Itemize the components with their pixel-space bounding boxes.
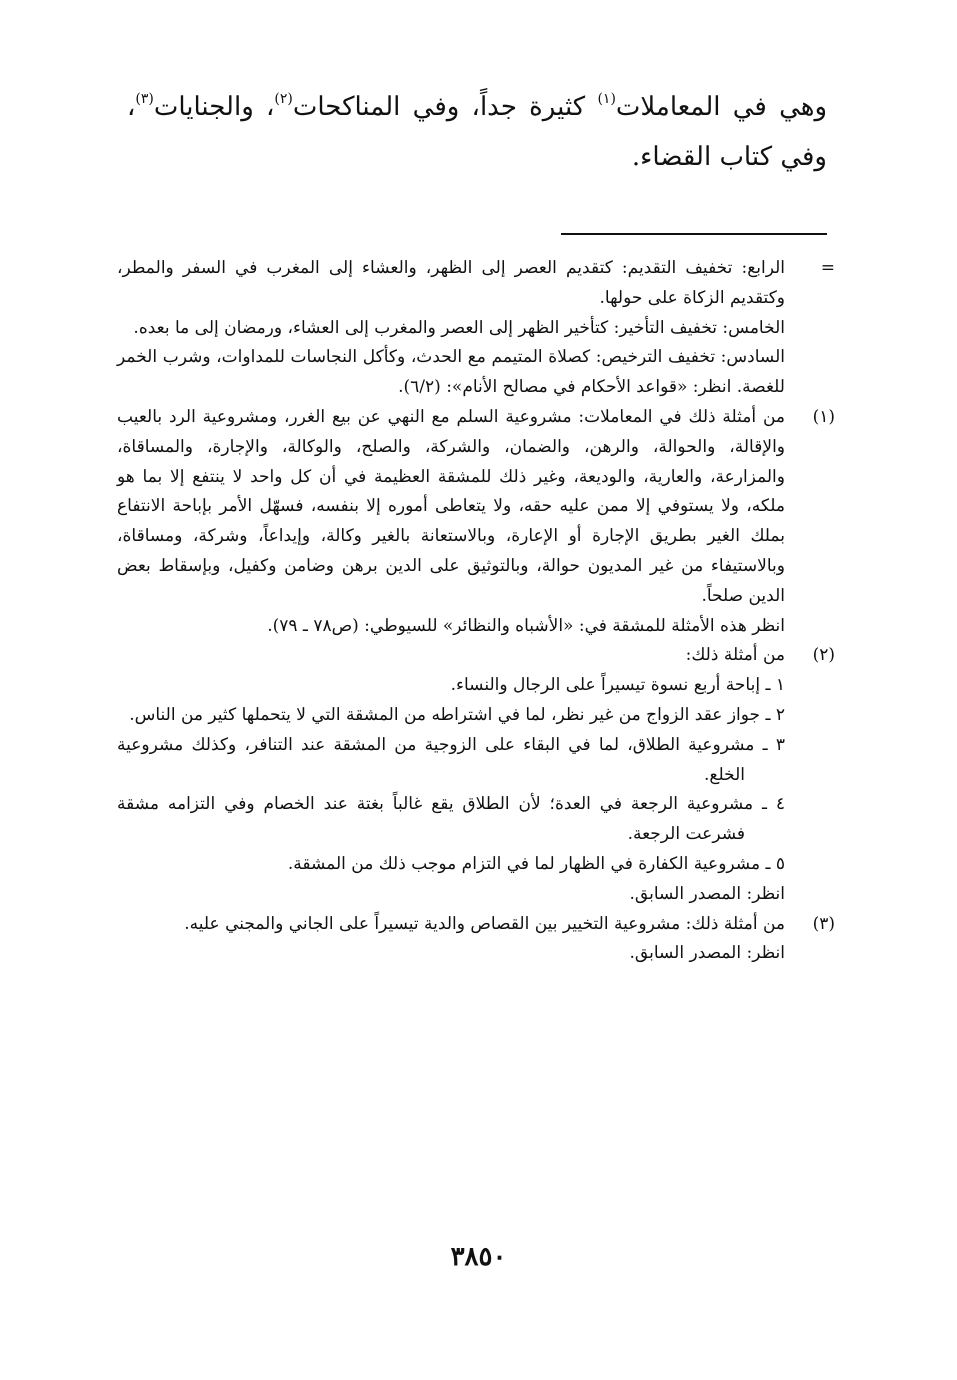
footnote-number: (١) xyxy=(812,406,835,427)
list-item: ٥ ـ مشروعية الكفارة في الظهار لما في التزام موجب ذلك من المشقة. xyxy=(287,853,785,874)
footnote-paragraph: الرابع: تخفيف التقديم: كتقديم العصر إلى الظهر، والعشاء إلى المغرب في السفر والمطر، وكتقديم الزكاة على حولها. xyxy=(117,258,785,308)
main-text xyxy=(127,82,827,182)
footnote-ref-3: (٣) xyxy=(135,91,154,107)
footnote-paragraph: من أمثلة ذلك: xyxy=(685,645,785,666)
list-item: ٢ ـ جواز عقد الزواج من غير نظر، لما في اشتراطه من المشقة التي لا يتحملها كثير من الناس. xyxy=(129,704,785,725)
footnote-number: (٢) xyxy=(812,645,835,666)
list-item: ٤ ـ مشروعية الرجعة في العدة؛ لأن الطلاق يقع غالباً بغتة عند الخصام وفي التزامه مشقة فشرعت الرجعة. xyxy=(117,794,785,845)
footnote-3 xyxy=(117,910,835,970)
footnote-paragraph: من أمثلة ذلك في المعاملات: مشروعية السلم مع النهي عن بيع الغرر، ومشروعية الرد بالعيب والإقالة، والحوالة، والرهن، والضمان، والشركة، والصلح، والوكالة، والإجارة، والمساقاة، والمزارعة، والعارية، والوديعة، وغير ذلك للمشقة العظيمة في أن كل واحد لا ينتفع إلا بما هو ملكه، ولا يستوفي إلا ممن عليه حقه، ولا يتعاطى أموره إلا بنفسه، فسهّل الأمر بإباحة الانتفاع بملك الغير بطريق الإجارة أو الإعارة، وبالاستعانة بالغير وكالة، وإيداعاً، وشركة، ومساقاة، وبالاستيفاء من غير المديون حوالة، وبالتوثيق على الدين برهن وضامن وكفيل، وبإسقاط بعض الدين صلحاً. xyxy=(117,406,785,606)
footnote-separator xyxy=(561,233,827,235)
footnote-paragraph: السادس: تخفيف الترخيص: كصلاة المتيمم مع الحدث، وكأكل النجاسات للمداوات، وشرب الخمر للغصة. انظر: «قواعد الأحكام في مصالح الأنام»: (٦/٢). xyxy=(117,347,785,398)
continuation-marker: = xyxy=(820,258,835,278)
main-text-segment: ، وفي كتاب القضاء. xyxy=(127,92,827,172)
footnote-ref-2: (٢) xyxy=(274,91,293,107)
footnote-continuation xyxy=(117,254,835,403)
footnote-reference: انظر هذه الأمثلة للمشقة في: «الأشباه والنظائر» للسيوطي: (ص٧٨ ـ ٧٩). xyxy=(267,615,785,636)
footnote-reference: انظر: المصدر السابق. xyxy=(629,883,785,904)
footnote-number: (٣) xyxy=(812,913,835,934)
footnote-1 xyxy=(117,403,835,641)
main-text-segment: وهي في المعاملات xyxy=(615,92,828,122)
list-item: ٣ ـ مشروعية الطلاق، لما في البقاء على الزوجية من المشقة عند التنافر، وكذلك مشروعية الخلع. xyxy=(117,734,785,785)
main-text-segment: كثيرة جداً، وفي المناكحات xyxy=(292,92,598,122)
footnotes xyxy=(117,254,835,969)
footnote-ref-1: (١) xyxy=(597,91,616,107)
list-item: ١ ـ إباحة أربع نسوة تيسيراً على الرجال والنساء. xyxy=(450,675,785,696)
page-number: ٣٨٥٠ xyxy=(450,1242,507,1272)
main-text-segment: ، والجنايات xyxy=(153,92,275,122)
footnote-reference: انظر: المصدر السابق. xyxy=(629,943,785,964)
footnote-paragraph: من أمثلة ذلك: مشروعية التخيير بين القصاص والدية تيسيراً على الجاني والمجني عليه. xyxy=(184,913,785,934)
footnote-paragraph: الخامس: تخفيف التأخير: كتأخير الظهر إلى العصر والمغرب إلى العشاء، ورمضان إلى ما بعده. xyxy=(133,317,785,338)
footnote-2 xyxy=(117,641,835,909)
